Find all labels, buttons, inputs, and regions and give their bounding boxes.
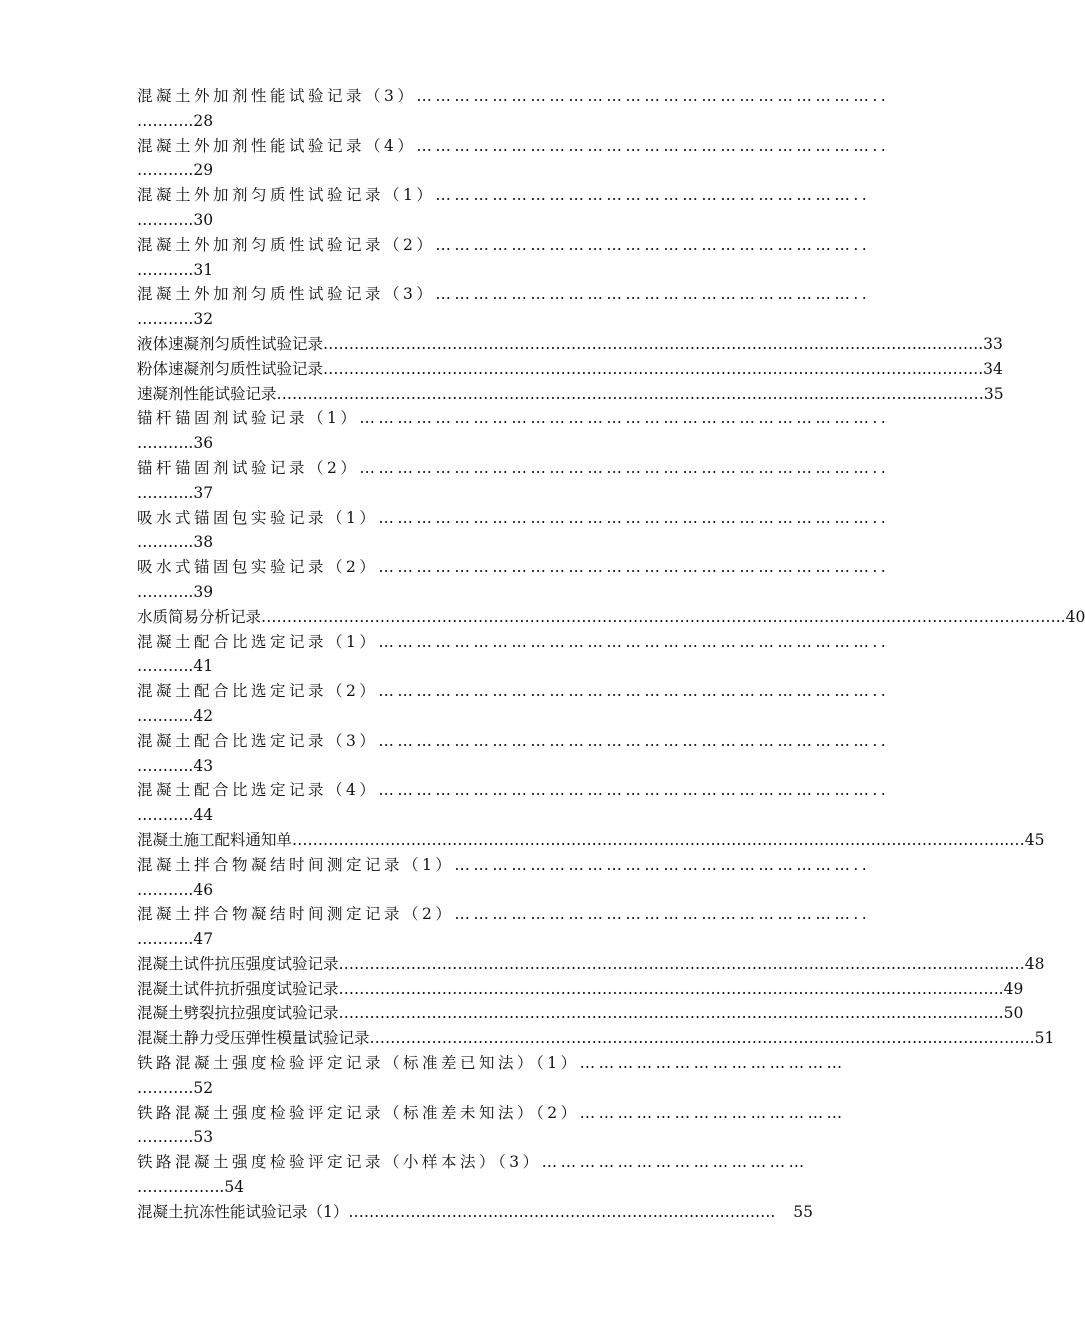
toc-entry[interactable] bbox=[137, 977, 1024, 1002]
toc-entry-title-line: 铁路混凝土强度检验评定记录（标准差未知法）（2）…………………………………… bbox=[137, 1103, 846, 1122]
toc-entry-title-line: 混凝土外加剂性能试验记录（3）……………………………………………………………….. bbox=[137, 87, 890, 105]
toc-entry[interactable] bbox=[137, 382, 1004, 407]
toc-entry[interactable] bbox=[137, 952, 1045, 977]
toc-entry[interactable] bbox=[137, 828, 1045, 853]
toc-entry-page-line: ………..38 bbox=[137, 533, 214, 552]
toc-entry-page-line: ………..32 bbox=[137, 310, 214, 329]
toc-entry-page-line: ………..29 bbox=[137, 161, 214, 180]
toc-entry[interactable] bbox=[137, 183, 871, 233]
toc-entry-title-line: 锚杆锚固剂试验记录（1）……………………………………………………………………….. bbox=[137, 409, 890, 428]
toc-entry-line bbox=[137, 952, 1045, 977]
toc-entry-title: 粉体速凝剂匀质性试验记录 bbox=[137, 359, 324, 378]
toc-entry-title-line: 混凝土拌合物凝结时间测定记录（1）……………………………………………………….. bbox=[137, 855, 871, 874]
toc-entry[interactable] bbox=[137, 134, 890, 184]
toc-entry-line bbox=[137, 1200, 813, 1225]
toc-entry-title: 混凝土试件抗压强度试验记录 bbox=[137, 954, 339, 973]
toc-entry[interactable] bbox=[137, 729, 890, 779]
toc-entry-page-line: ……………..54 bbox=[137, 1178, 245, 1197]
toc-entry-leader: ………………………………………………………………………………………………..……..……….. bbox=[369, 1029, 1035, 1048]
toc-entry[interactable] bbox=[137, 778, 890, 828]
toc-entry-page-number: 48 bbox=[1024, 954, 1045, 973]
toc-entry-page-number: 34 bbox=[983, 359, 1003, 378]
toc-entry-leader: ……………………………………………………………………………………………..…………………..… bbox=[338, 954, 1025, 973]
toc-entry-page-line: ………..30 bbox=[137, 210, 214, 229]
toc-entry-title-line: 锚杆锚固剂试验记录（2）……………………………………………………………………….. bbox=[137, 458, 890, 477]
toc-entry-page-number: 45 bbox=[1024, 830, 1045, 849]
toc-entry-page-line: ………..41 bbox=[137, 657, 214, 676]
toc-entry-page-line: ………..42 bbox=[137, 706, 214, 725]
toc-entry-line bbox=[137, 382, 1004, 407]
toc-entry[interactable] bbox=[137, 1200, 813, 1225]
toc-entry-title-line: 铁路混凝土强度检验评定记录（标准差已知法）（1）…………………………………… bbox=[137, 1054, 846, 1073]
toc-entry-page-line: ………..47 bbox=[137, 930, 214, 949]
toc-entry-title-line: 混凝土外加剂匀质性试验记录（2）………………………………………………………….. bbox=[137, 235, 871, 254]
toc-entry[interactable] bbox=[137, 332, 1003, 357]
toc-entry-page-line: ………..46 bbox=[137, 880, 214, 899]
toc-entry[interactable] bbox=[137, 902, 871, 952]
toc-entry-page-number: 49 bbox=[1003, 979, 1024, 998]
toc-entry-page-number: 51 bbox=[1034, 1029, 1055, 1048]
toc-entry-title-line: 混凝土外加剂匀质性试验记录（3）………………………………………………………….. bbox=[137, 285, 871, 304]
toc-entry[interactable] bbox=[137, 1150, 813, 1200]
toc-entry-page-line: ………..31 bbox=[137, 260, 214, 279]
toc-entry-title-line: 混凝土配合比选定记录（4）…………………………………………………………………….. bbox=[137, 781, 890, 800]
toc-entry-page-line: ………..43 bbox=[137, 756, 214, 775]
toc-entry[interactable] bbox=[137, 679, 890, 729]
table-of-contents bbox=[137, 84, 1085, 1225]
toc-entry-title: 混凝土试件抗折强度试验记录 bbox=[137, 979, 339, 998]
toc-entry-leader: …………………………………………………………………………………………………………..……………………..…….. bbox=[261, 607, 1066, 626]
toc-entry-title-line: 混凝土拌合物凝结时间测定记录（2）……………………………………………………….. bbox=[137, 905, 871, 924]
toc-entry-title-line: 混凝土配合比选定记录（3）…………………………………………………………………….. bbox=[137, 731, 890, 750]
toc-entry-page-number: 33 bbox=[983, 334, 1003, 353]
toc-entry-leader: ………………………….….………………………………..…..….. bbox=[348, 1202, 776, 1221]
toc-entry-title: 混凝土抗冻性能试验记录（1） bbox=[137, 1202, 349, 1221]
toc-entry-leader: ……………………………………………………………………………………………………………..………… bbox=[276, 384, 984, 403]
toc-entry-page-line: ………..52 bbox=[137, 1078, 214, 1097]
toc-entry-page-line: ………..39 bbox=[137, 582, 214, 601]
toc-entry-leader: ……………………………………………………………………………………………..…………..…….. bbox=[338, 979, 1004, 998]
toc-entry[interactable] bbox=[137, 406, 890, 456]
toc-entry[interactable] bbox=[137, 853, 871, 903]
toc-entry[interactable] bbox=[137, 605, 1085, 630]
toc-entry-title-line: 混凝土外加剂匀质性试验记录（1）………………………………………………………….. bbox=[137, 186, 871, 205]
toc-entry-title-line: 吸水式锚固包实验记录（1）…………………………………………………………………….. bbox=[137, 508, 890, 527]
toc-entry-page-number: 40 bbox=[1065, 607, 1085, 626]
toc-entry-page-line: ………..37 bbox=[137, 483, 214, 502]
toc-entry[interactable] bbox=[137, 233, 871, 283]
toc-entry-page-line: ………..53 bbox=[137, 1128, 214, 1147]
toc-entry-page-line: ………..28 bbox=[137, 111, 214, 130]
toc-entry-leader: ……………………………………………………………………………………………..…………..…….. bbox=[338, 1004, 1004, 1023]
toc-entry-leader: ………………………………………………………………………………………………………..………………..… bbox=[292, 830, 1025, 849]
toc-entry-title-line: 吸水式锚固包实验记录（2）…………………………………………………………………….. bbox=[137, 558, 890, 577]
toc-entry[interactable] bbox=[137, 506, 890, 556]
toc-entry[interactable] bbox=[137, 555, 890, 605]
toc-entry-title: 液体速凝剂匀质性试验记录 bbox=[137, 334, 324, 353]
toc-entry-page-line: ………..44 bbox=[137, 806, 214, 825]
toc-entry-title: 混凝土劈裂抗拉强度试验记录 bbox=[137, 1004, 339, 1023]
toc-entry-line bbox=[137, 828, 1045, 853]
toc-entry-title: 速凝剂性能试验记录 bbox=[137, 384, 277, 403]
toc-entry-title-line: 混凝土外加剂性能试验记录（4）……………………………………………………………….. bbox=[137, 136, 890, 155]
toc-entry-title: 混凝土施工配料通知单 bbox=[137, 830, 293, 849]
toc-entry[interactable] bbox=[137, 1051, 846, 1101]
toc-entry-title-line: 铁路混凝土强度检验评定记录（小样本法）（3）…………………………………… bbox=[137, 1153, 808, 1172]
toc-entry-title: 水质简易分析记录 bbox=[137, 607, 262, 626]
toc-entry[interactable] bbox=[137, 456, 890, 506]
toc-entry-page-number: 35 bbox=[983, 384, 1004, 403]
toc-entry-leader: ……………………………………………………………………………………………….……..……….. bbox=[323, 359, 984, 378]
toc-entry-page-line: ………..36 bbox=[137, 434, 214, 453]
toc-entry[interactable] bbox=[137, 282, 871, 332]
toc-entry[interactable] bbox=[137, 630, 890, 680]
toc-entry-title-line: 混凝土配合比选定记录（1）…………………………………………………………………….. bbox=[137, 632, 890, 651]
toc-entry-line bbox=[137, 357, 1003, 382]
toc-entry-line bbox=[137, 977, 1024, 1002]
toc-entry[interactable] bbox=[137, 1101, 846, 1151]
toc-entry-leader: ……………………………………………………………………………………………….……..……….. bbox=[323, 334, 984, 353]
toc-entry-title-line: 混凝土配合比选定记录（2）…………………………………………………………………….. bbox=[137, 682, 890, 701]
toc-entry-line bbox=[137, 332, 1003, 357]
toc-entry[interactable] bbox=[137, 357, 1003, 382]
toc-entry-page-number: 55 bbox=[793, 1202, 813, 1221]
toc-entry[interactable] bbox=[137, 1026, 1055, 1051]
toc-entry-line bbox=[137, 1001, 1024, 1026]
toc-entry-title: 混凝土静力受压弹性模量试验记录 bbox=[137, 1029, 370, 1048]
toc-entry[interactable] bbox=[137, 1001, 1024, 1026]
toc-entry-line bbox=[137, 605, 1085, 630]
toc-entry-line bbox=[137, 1026, 1055, 1051]
toc-entry[interactable] bbox=[137, 84, 890, 134]
toc-entry-page-number: 50 bbox=[1003, 1004, 1024, 1023]
